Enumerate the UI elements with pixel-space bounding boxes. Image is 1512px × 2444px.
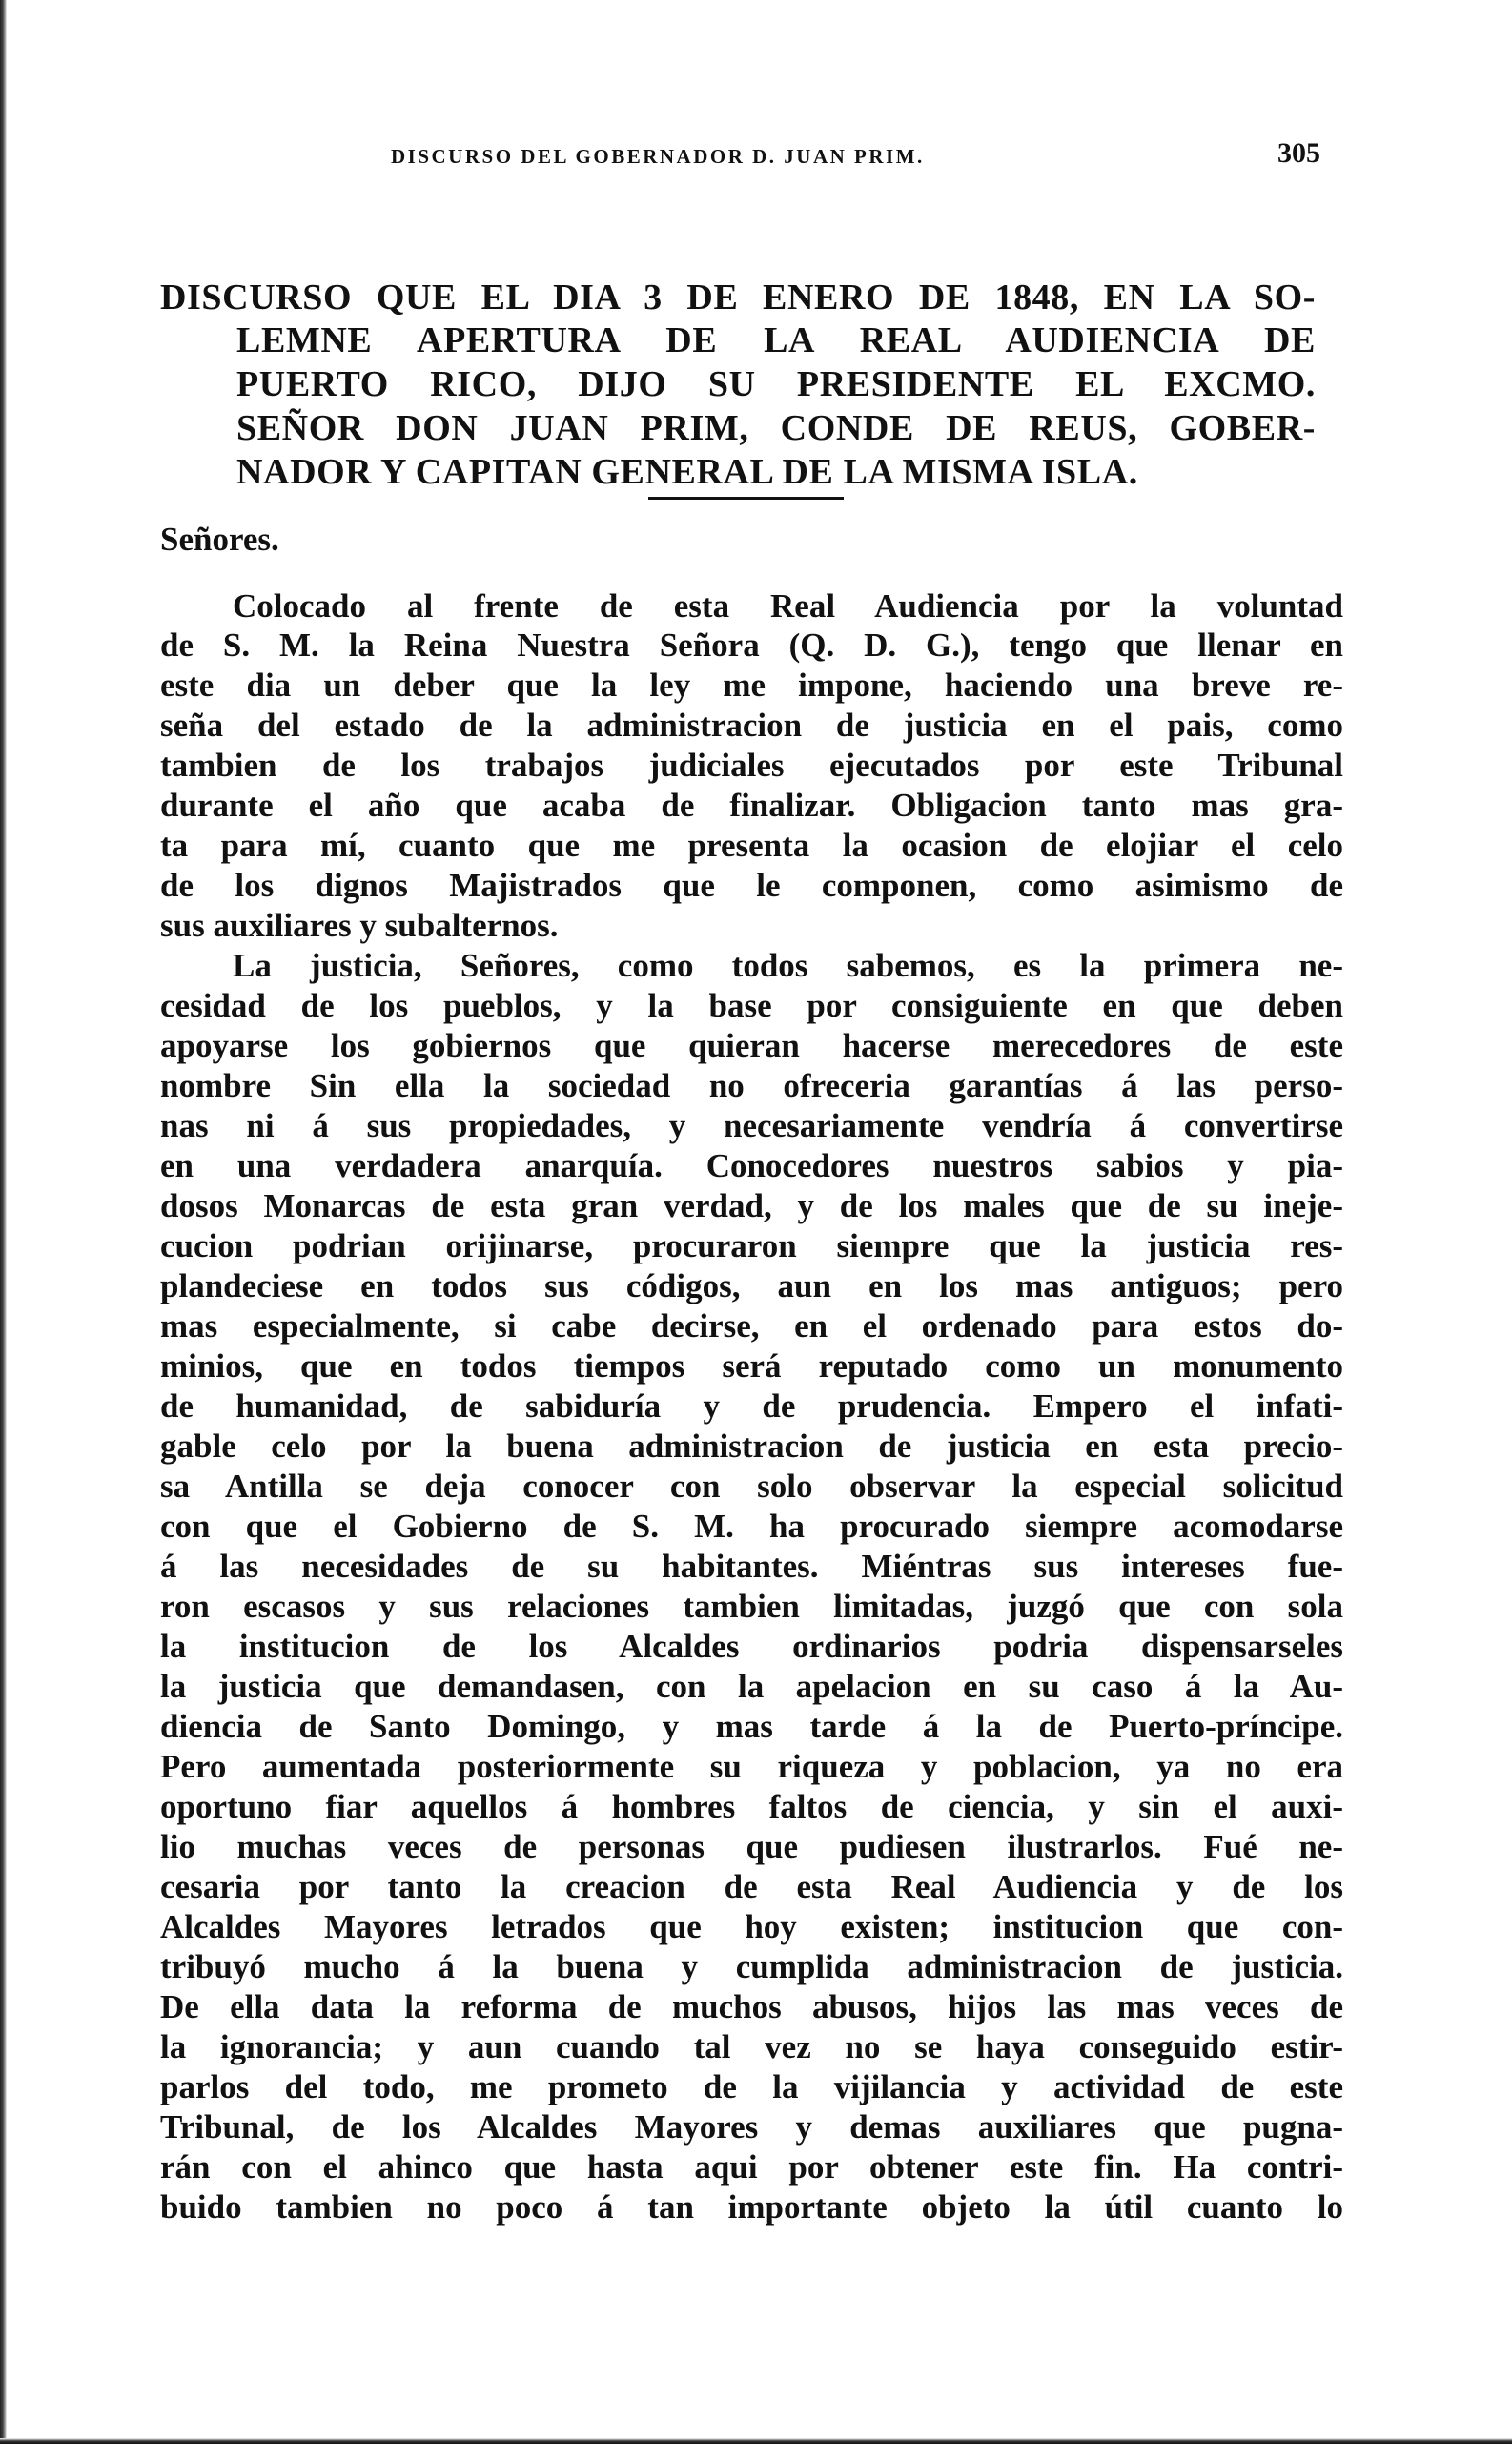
body-line: la justicia que demandasen, con la apelacion en su caso á la Au- xyxy=(160,1668,1343,1705)
body-line: apoyarse los gobiernos que quieran hacerse merecedores de este xyxy=(160,1027,1343,1064)
body-line: á las necesidades de su habitantes. Miéntras sus intereses fue- xyxy=(160,1548,1343,1585)
running-head: DISCURSO DEL GOBERNADOR D. JUAN PRIM. xyxy=(391,145,925,168)
salutation: Señores. xyxy=(160,521,279,558)
body-line: de humanidad, de sabiduría y de prudencia. Empero el infati- xyxy=(160,1387,1343,1425)
page-number: 305 xyxy=(1277,137,1320,169)
body-line: seña del estado de la administracion de justicia en el pais, como xyxy=(160,707,1343,744)
body-line: Colocado al frente de esta Real Audiencia por la voluntad xyxy=(233,587,1343,625)
body-line: Pero aumentada posteriormente su riqueza y poblacion, ya no era xyxy=(160,1748,1343,1785)
body-line: parlos del todo, me prometo de la vijilancia y actividad de este xyxy=(160,2068,1343,2105)
body-line: gable celo por la buena administracion de justicia en esta precio- xyxy=(160,1427,1343,1465)
body-line: diencia de Santo Domingo, y mas tarde á la de Puerto-príncipe. xyxy=(160,1708,1343,1745)
body-line: tambien de los trabajos judiciales ejecutados por este Tribunal xyxy=(160,747,1343,784)
body-line: sus auxiliares y subalternos. xyxy=(160,907,559,944)
body-line: La justicia, Señores, como todos sabemos, es la primera ne- xyxy=(233,947,1343,984)
scan-edge-left xyxy=(0,0,7,2444)
body-line: cucion podrian orijinarse, procuraron siempre que la justicia res- xyxy=(160,1227,1343,1264)
body-line: cesaria por tanto la creacion de esta Real Audiencia y de los xyxy=(160,1868,1343,1905)
title-line: SEÑOR DON JUAN PRIM, CONDE DE REUS, GOBER- xyxy=(236,408,1316,448)
body-line: nombre Sin ella la sociedad no ofreceria garantías á las perso- xyxy=(160,1067,1343,1104)
body-line: la institucion de los Alcaldes ordinarios podria dispensarseles xyxy=(160,1628,1343,1665)
title-rule xyxy=(648,497,844,500)
title-line: DISCURSO QUE EL DIA 3 DE ENERO DE 1848, EN LA SO- xyxy=(160,277,1316,318)
body-line: rán con el ahinco que hasta aqui por obtener este fin. Ha contri- xyxy=(160,2148,1343,2186)
body-line: Alcaldes Mayores letrados que hoy existen; institucion que con- xyxy=(160,1908,1343,1945)
body-line: de S. M. la Reina Nuestra Señora (Q. D. G.), tengo que llenar en xyxy=(160,626,1343,664)
body-line: Tribunal, de los Alcaldes Mayores y demas auxiliares que pugna- xyxy=(160,2108,1343,2146)
title-line: NADOR Y CAPITAN GENERAL DE LA MISMA ISLA. xyxy=(236,452,1138,492)
body-line: ron escasos y sus relaciones tambien limitadas, juzgó que con sola xyxy=(160,1588,1343,1625)
body-line: plandeciese en todos sus códigos, aun en los mas antiguos; pero xyxy=(160,1267,1343,1304)
body-line: nas ni á sus propiedades, y necesariamente vendría á convertirse xyxy=(160,1107,1343,1144)
scan-edge-bottom xyxy=(0,2438,1512,2444)
body-line: ta para mí, cuanto que me presenta la ocasion de elojiar el celo xyxy=(160,827,1343,864)
body-line: dosos Monarcas de esta gran verdad, y de los males que de su ineje- xyxy=(160,1187,1343,1224)
body-line: oportuno fiar aquellos á hombres faltos de ciencia, y sin el auxi- xyxy=(160,1788,1343,1825)
body-line: buido tambien no poco á tan importante objeto la útil cuanto lo xyxy=(160,2188,1343,2226)
body-line: de los dignos Majistrados que le componen, como asimismo de xyxy=(160,867,1343,904)
body-line: De ella data la reforma de muchos abusos, hijos las mas veces de xyxy=(160,1988,1343,2025)
body-line: minios, que en todos tiempos será reputado como un monumento xyxy=(160,1347,1343,1385)
body-line: la ignorancia; y aun cuando tal vez no se haya conseguido estir- xyxy=(160,2028,1343,2065)
title-line: LEMNE APERTURA DE LA REAL AUDIENCIA DE xyxy=(236,320,1316,360)
body-line: con que el Gobierno de S. M. ha procurado siempre acomodarse xyxy=(160,1508,1343,1545)
body-line: lio muchas veces de personas que pudiesen ilustrarlos. Fué ne- xyxy=(160,1828,1343,1865)
body-line: este dia un deber que la ley me impone, haciendo una breve re- xyxy=(160,667,1343,704)
body-line: mas especialmente, si cabe decirse, en el ordenado para estos do- xyxy=(160,1307,1343,1345)
body-line: cesidad de los pueblos, y la base por consiguiente en que deben xyxy=(160,987,1343,1024)
body-line: durante el año que acaba de finalizar. Obligacion tanto mas gra- xyxy=(160,787,1343,824)
body-line: sa Antilla se deja conocer con solo observar la especial solicitud xyxy=(160,1468,1343,1505)
body-line: tribuyó mucho á la buena y cumplida administracion de justicia. xyxy=(160,1948,1343,1985)
body-line: en una verdadera anarquía. Conocedores nuestros sabios y pia- xyxy=(160,1147,1343,1184)
title-line: PUERTO RICO, DIJO SU PRESIDENTE EL EXCMO. xyxy=(236,364,1316,404)
